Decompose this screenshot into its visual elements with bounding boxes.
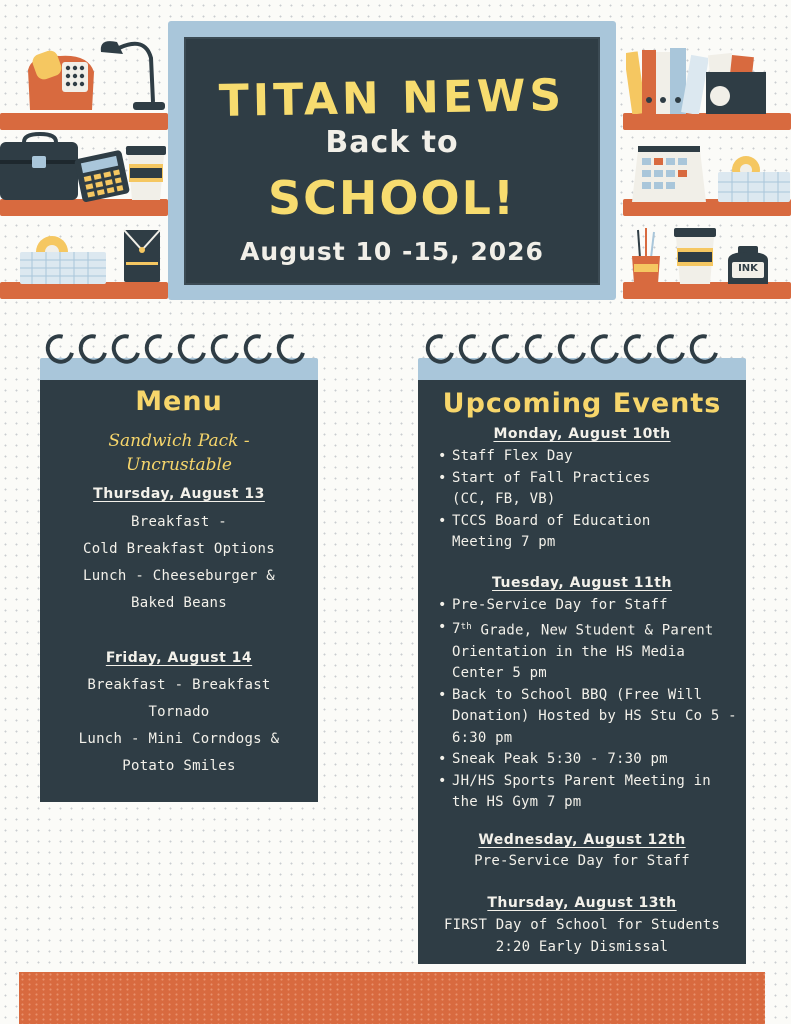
event-line: Pre-Service Day for Staff bbox=[474, 853, 690, 869]
menu-subtitle-line1: Sandwich Pack - bbox=[108, 431, 250, 451]
event-list-tuesday bbox=[436, 595, 742, 814]
ink-label: INK bbox=[738, 263, 758, 274]
tape-dispenser-icon bbox=[18, 234, 108, 284]
header-chalkboard bbox=[184, 37, 600, 285]
envelope-icon bbox=[122, 228, 162, 284]
header-dates: August 10 -15, 2026 bbox=[240, 237, 544, 266]
menu-line: Breakfast - Breakfast bbox=[87, 677, 271, 693]
event-line: 2:20 Early Dismissal bbox=[495, 939, 669, 955]
event-line: FIRST Day of School for Students bbox=[443, 917, 721, 933]
newsletter-title: TITAN NEWS bbox=[218, 69, 566, 128]
coffee-cup-icon-right bbox=[672, 226, 718, 286]
pencil-cup-icon bbox=[630, 226, 662, 286]
menu-panel bbox=[40, 380, 318, 802]
event-item: • Pre-Service Day for Staff bbox=[436, 595, 742, 617]
briefcase-icon bbox=[0, 132, 80, 200]
telephone-icon bbox=[22, 50, 98, 115]
calendar-icon bbox=[630, 142, 708, 202]
menu-heading: Menu bbox=[135, 386, 223, 417]
menu-line: Breakfast - bbox=[130, 514, 228, 530]
coffee-cup-icon bbox=[124, 144, 168, 202]
tape-dispenser-icon-right bbox=[716, 154, 791, 202]
event-item: • Start of Fall Practices (CC, FB, VB) bbox=[436, 468, 676, 511]
file-holder-icon bbox=[706, 52, 768, 114]
event-item: • Staff Flex Day bbox=[436, 446, 676, 468]
event-item: • Back to School BBQ (Free Will Donation) Hosted by HS Stu Co 5 - 6:30 pm bbox=[436, 685, 742, 750]
menu-day-heading: Friday, August 14 bbox=[105, 650, 253, 666]
menu-line: Baked Beans bbox=[130, 595, 228, 611]
event-day-heading: Wednesday, August 12th bbox=[478, 832, 686, 848]
event-day-heading: Thursday, August 13th bbox=[487, 895, 677, 911]
event-day-heading: Tuesday, August 11th bbox=[492, 575, 672, 591]
right-shelf-top bbox=[623, 113, 791, 130]
subtitle-back-to: Back to bbox=[325, 125, 459, 160]
events-panel bbox=[418, 380, 746, 964]
left-shelf-bottom bbox=[0, 282, 168, 299]
menu-line: Lunch - Cheeseburger & bbox=[82, 568, 276, 584]
event-item: • TCCS Board of Education Meeting 7 pm bbox=[436, 511, 676, 554]
menu-subtitle-line2: Uncrustable bbox=[126, 455, 232, 475]
binders-icon bbox=[626, 46, 708, 114]
menu-day-heading: Thursday, August 13 bbox=[93, 486, 265, 502]
event-item: • JH/HS Sports Parent Meeting in the HS Gym 7 pm bbox=[436, 771, 742, 814]
menu-line: Tornado bbox=[148, 704, 210, 720]
menu-line: Cold Breakfast Options bbox=[82, 541, 276, 557]
event-day-heading: Monday, August 10th bbox=[493, 426, 671, 442]
menu-pad-rings bbox=[46, 334, 310, 364]
events-pad-rings bbox=[426, 334, 723, 364]
left-shelf-top bbox=[0, 113, 168, 130]
menu-line: Potato Smiles bbox=[122, 758, 236, 774]
desk-lamp-icon bbox=[95, 36, 167, 114]
header-board-frame bbox=[168, 21, 616, 300]
subtitle-school: SCHOOL! bbox=[268, 171, 516, 225]
events-heading: Upcoming Events bbox=[442, 388, 722, 419]
event-item: • Sneak Peak 5:30 - 7:30 pm bbox=[436, 749, 742, 771]
grade-number: 7th bbox=[452, 620, 472, 637]
event-list-monday bbox=[436, 446, 676, 554]
menu-line: Lunch - Mini Corndogs & bbox=[78, 731, 280, 747]
event-item-grade-orientation: • $^{7th}$ Grade, New Student & Parent Orientation in the HS Media Center 5 pm bbox=[436, 617, 742, 685]
footer-bar bbox=[19, 972, 765, 1024]
